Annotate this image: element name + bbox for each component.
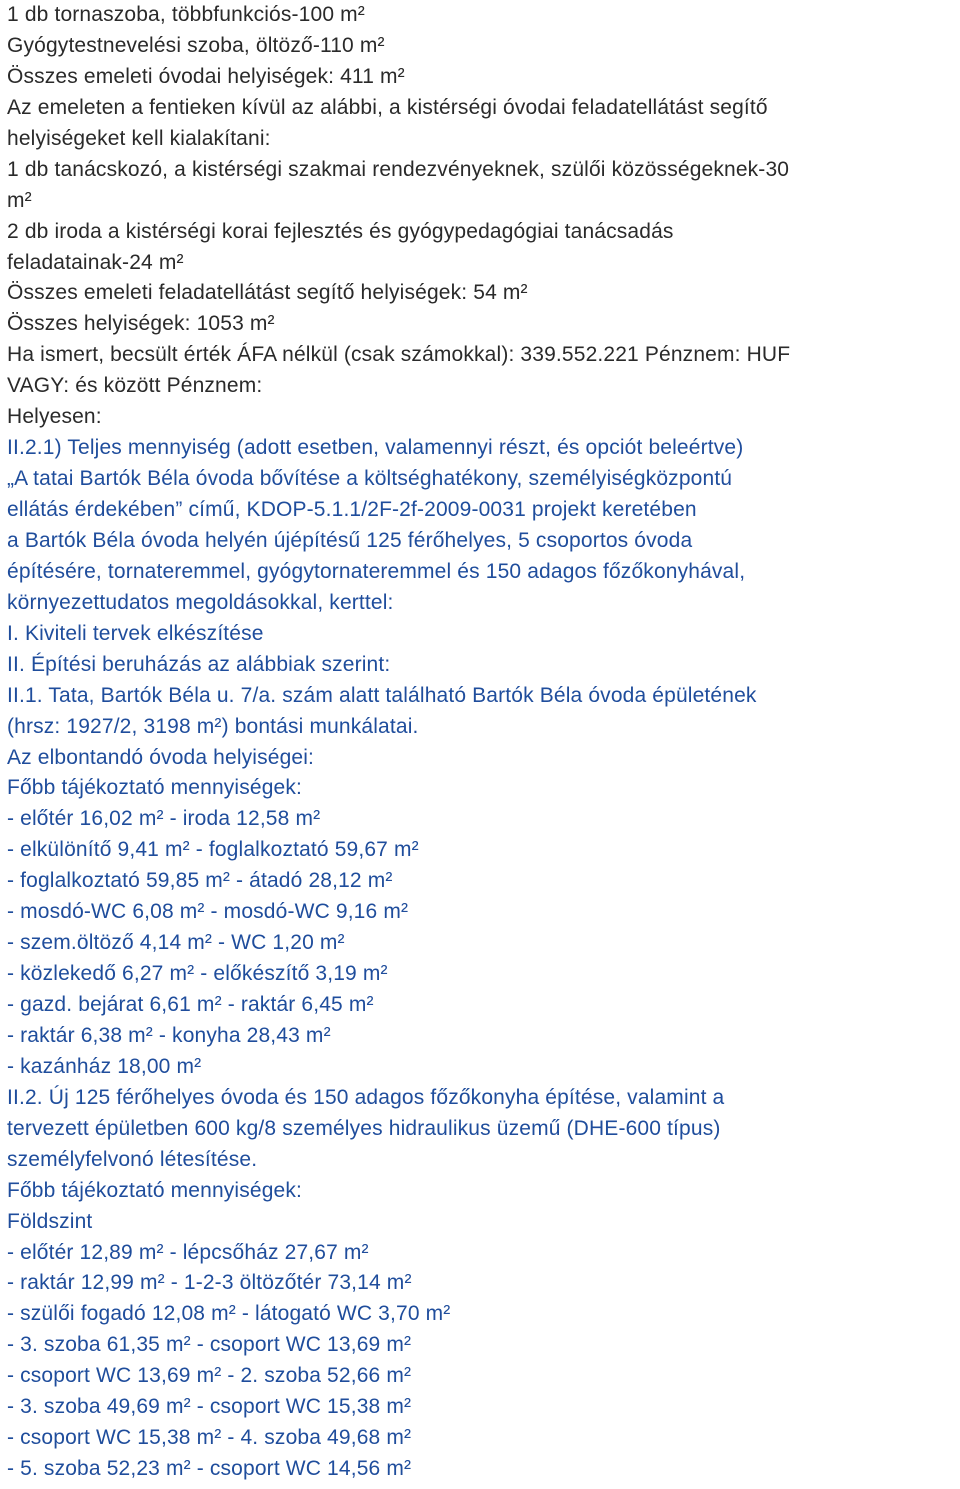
text-line: ellátás érdekében” című, KDOP-5.1.1/2F-2f-2009-0031 projekt keretében (7, 498, 697, 521)
text-line: - 3. szoba 49,69 m² - csoport WC 15,38 m² (7, 1395, 412, 1419)
text-line: VAGY: és között Pénznem: (7, 374, 263, 398)
text-line: építésére, tornateremmel, gyógytornateremmel és 150 adagos főzőkonyhával, (7, 559, 746, 583)
text-line: személyfelvonó létesítése. (7, 1147, 258, 1171)
text-line: - szem.öltöző 4,14 m² - WC 1,20 m² (7, 931, 345, 955)
text-line: Főbb tájékoztató mennyiségek: (7, 776, 303, 800)
text-line: - 5. szoba 52,23 m² - csoport WC 14,56 m² (7, 1457, 412, 1481)
text-line: Összes emeleti feladatellátást segítő helyiségek: 54 m² (7, 281, 528, 305)
text-line: a Bartók Béla óvoda helyén újépítésű 125 férőhelyes, 5 csoportos óvoda (7, 528, 693, 552)
text-line: - raktár 12,99 m² - 1-2-3 öltözőtér 73,14 m² (7, 1271, 412, 1295)
document-page (7, 0, 957, 1485)
text-line: - kazánház 18,00 m² (7, 1054, 202, 1078)
text-line: I. Kiviteli tervek elkészítése (7, 621, 264, 645)
text-line: környezettudatos megoldásokkal, kerttel: (7, 590, 394, 614)
text-line: helyiségeket kell kialakítani: (7, 126, 271, 150)
text-line: II.2.1) Teljes mennyiség (adott esetben, valamennyi részt, és opciót beleértve) (7, 436, 744, 460)
text-line: II. Építési beruházás az alábbiak szerint: (7, 652, 391, 676)
text-line: - csoport WC 13,69 m² - 2. szoba 52,66 m² (7, 1364, 412, 1388)
text-line: II.1. Tata, Bartók Béla u. 7/a. szám alatt található Bartók Béla óvoda épületének (7, 683, 757, 707)
text-line: - 3. szoba 61,35 m² - csoport WC 13,69 m² (7, 1333, 412, 1357)
text-line: 1 db tornaszoba, többfunkciós-100 m² (7, 3, 365, 26)
text-line: II.2. Új 125 férőhelyes óvoda és 150 adagos főzőkonyha építése, valamint a (7, 1085, 725, 1109)
text-line: - előtér 12,89 m² - lépcsőház 27,67 m² (7, 1240, 369, 1264)
text-line: tervezett épületben 600 kg/8 személyes hidraulikus üzemű (DHE-600 típus) (7, 1116, 721, 1140)
text-line: feladatainak-24 m² (7, 250, 184, 274)
text-line: - mosdó-WC 6,08 m² - mosdó-WC 9,16 m² (7, 900, 409, 924)
text-line: - előtér 16,02 m² - iroda 12,58 m² (7, 807, 321, 831)
text-line: - elkülönítő 9,41 m² - foglalkoztató 59,67 m² (7, 838, 419, 862)
text-line: - raktár 6,38 m² - konyha 28,43 m² (7, 1023, 331, 1047)
text-line: Ha ismert, becsült érték ÁFA nélkül (csak számokkal): 339.552.221 Pénznem: HUF (7, 343, 791, 367)
text-line: Földszint (7, 1209, 93, 1233)
text-line: (hrsz: 1927/2, 3198 m²) bontási munkálatai. (7, 714, 419, 738)
text-line: - szülői fogadó 12,08 m² - látogató WC 3,70 m² (7, 1302, 451, 1326)
text-line: Az elbontandó óvoda helyiségei: (7, 745, 315, 769)
text-line: Főbb tájékoztató mennyiségek: (7, 1178, 303, 1202)
text-line: - közlekedő 6,27 m² - előkészítő 3,19 m² (7, 962, 388, 986)
text-line: Helyesen: (7, 405, 102, 429)
text-line: Gyógytestnevelési szoba, öltöző-110 m² (7, 33, 385, 57)
text-line: - foglalkoztató 59,85 m² - átadó 28,12 m² (7, 869, 393, 893)
text-line: Az emeleten a fentieken kívül az alábbi, a kistérségi óvodai feladatellátást segítő (7, 95, 768, 119)
text-line: „A tatai Bartók Béla óvoda bővítése a költséghatékony, személyiségközpontú (7, 467, 733, 491)
text-line: Összes helyiségek: 1053 m² (7, 312, 275, 336)
text-line: 2 db iroda a kistérségi korai fejlesztés és gyógypedagógiai tanácsadás (7, 219, 674, 243)
text-line: - csoport WC 15,38 m² - 4. szoba 49,68 m² (7, 1426, 412, 1450)
text-line: - gazd. bejárat 6,61 m² - raktár 6,45 m² (7, 993, 374, 1016)
text-line: m² (7, 188, 32, 212)
text-line: 1 db tanácskozó, a kistérségi szakmai rendezvényeknek, szülői közösségeknek-30 (7, 157, 790, 181)
text-line: Összes emeleti óvodai helyiségek: 411 m² (7, 64, 405, 88)
